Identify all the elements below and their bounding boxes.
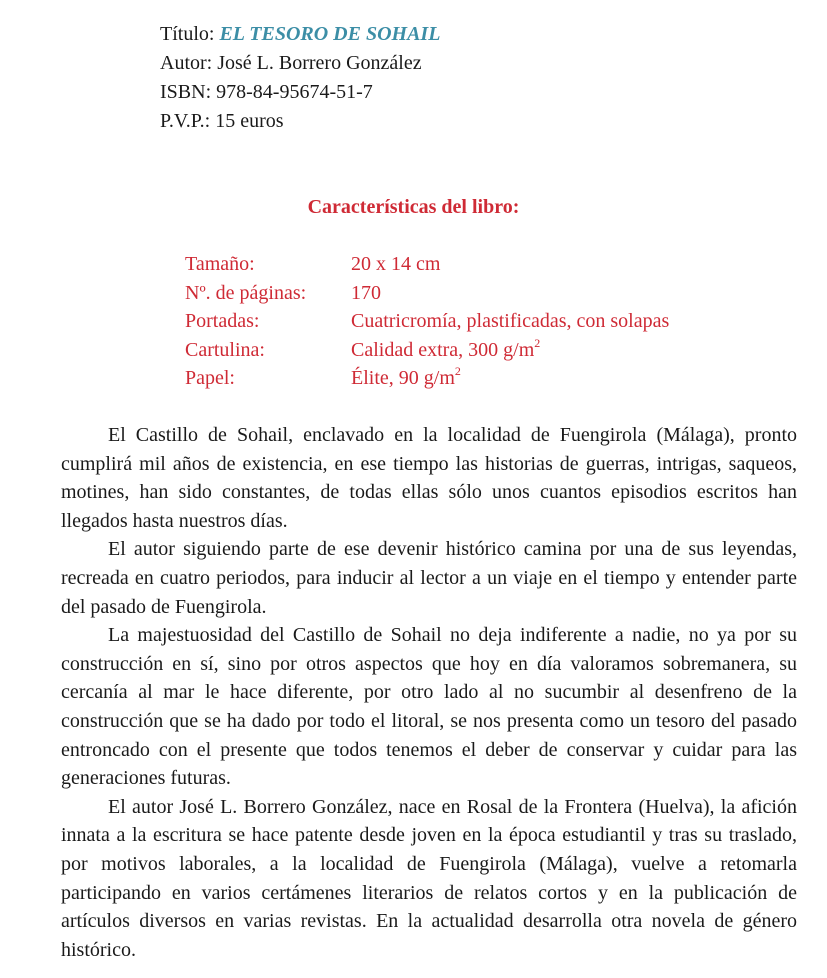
book-title: EL TESORO DE SOHAIL [219,23,441,45]
superscript: 2 [534,335,541,350]
price-line: P.V.P.: 15 euros [160,110,284,132]
superscript: 2 [454,364,461,379]
title-label: Título: [160,23,215,45]
spec-value: Calidad extra, 300 $g/m^2$ [351,335,541,361]
spec-row [185,279,669,308]
specs-heading: Características del libro: [307,196,520,218]
description-body [61,421,797,964]
spec-value: 170 [351,281,381,304]
spec-value: Cuatricromía, plastificadas, con solapas [351,310,670,332]
paragraph: El Castillo de Sohail, enclavado en la localidad de Fuengirola (Málaga), pronto cumplirá mil años de existencia, en ese tiempo las historias de guerras, intrigas, saqueos, motines, han sido constantes, de todas ellas sólo unos cuantos episodios escritos han llegados hasta nuestros días. [61,424,797,532]
paragraph: La majestuosidad del Castillo de Sohail no deja indiferente a nadie, no ya por su construcción en sí, sino por otros aspectos que hoy en día valoramos sobremanera, su cercanía al mar le hace diferente, por otro lado al no sucumbir al desenfreno de la construcción que se ha dado por todo el litoral, se nos presenta como un tesoro del pasado entroncado con el presente que todos tenemos el deber de conservar y cuidar para las generaciones futuras. [61,624,797,790]
spec-label: Cartulina: [185,338,265,361]
paragraph: El autor siguiendo parte de ese devenir histórico camina por una de sus leyendas, recreada en cuatro periodos, para inducir al lector a un viaje en el tiempo y entender parte del pasado de Fuengirola. [61,538,797,618]
spec-row [185,364,669,393]
author-line: Autor: José L. Borrero González [160,52,422,74]
spec-row [185,250,669,279]
spec-value: 20 x 14 cm [351,253,441,275]
spec-row [185,307,669,336]
title-line [160,20,440,49]
spec-row [185,336,669,365]
spec-label: Tamaño: [185,253,255,275]
specs-list [185,250,669,393]
book-metadata [160,20,440,136]
spec-label: Portadas: [185,310,260,332]
spec-label: Papel: [185,367,235,389]
spec-label: Nº. de páginas: [185,281,307,304]
spec-value: Élite, 90 $g/m^2$ [351,364,461,389]
paragraph: El autor José L. Borrero González, nace en Rosal de la Frontera (Huelva), la afición innata a la escritura se hace patente desde joven en la época estudiantil y tras su traslado, por motivos laborales, a la localidad de Fuengirola (Málaga), vuelve a retomarla participando en varios certámenes literarios de relatos cortos y en la publicación de artículos diversos en varias revistas. En la actualidad desarrolla otra novela de género histórico. [61,795,797,961]
isbn-line: ISBN: 978-84-95674-51-7 [160,81,373,103]
